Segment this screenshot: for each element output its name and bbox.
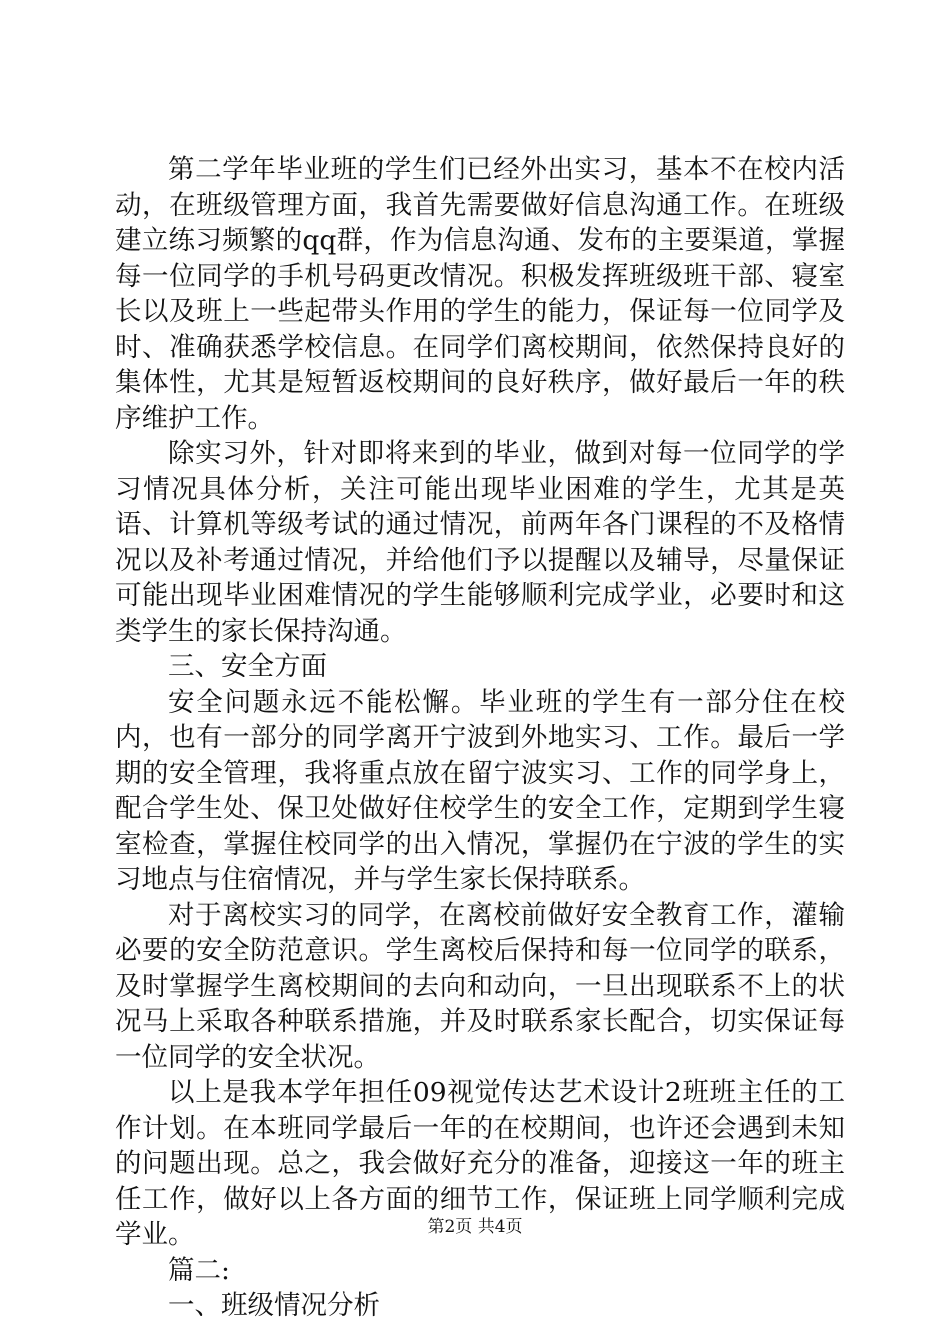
paragraph-summary: 以上是我本学年担任09视觉传达艺术设计2班班主任的工作计划。在本班同学最后一年的在校期间，也许还会遇到未知的问题出现。总之，我会做好充分的准备，迎接这一年的班主任工作，做好以上各方面的细节工作，保证班上同学顺利完成学业。 [115,1077,845,1250]
paragraph-communication: 第二学年毕业班的学生们已经外出实习，基本不在校内活动，在班级管理方面，我首先需要做好信息沟通工作。在班级建立练习频繁的qq群，作为信息沟通、发布的主要渠道，掌握每一位同学的手机号码更改情况。积极发挥班级班干部、寝室长以及班上一些起带头作用的学生的能力，保证每一位同学及时、准确获悉学校信息。在同学们离校期间，依然保持良好的集体性，尤其是短暂返校期间的良好秩序，做好最后一年的秩序维护工作。 [115,154,845,434]
document-body [115,152,845,1324]
page-footer [0,1215,950,1239]
paragraph-graduation: 除实习外，针对即将来到的毕业，做到对每一位同学的学习情况具体分析，关注可能出现毕业困难的学生，尤其是英语、计算机等级考试的通过情况，前两年各门课程的不及格情况以及补考通过情况，并给他们予以提醒以及辅导，尽量保证可能出现毕业困难情况的学生能够顺利完成学业，必要时和这类学生的家长保持沟通。 [115,438,845,647]
paragraph-offcampus: 对于离校实习的同学，在离校前做好安全教育工作，灌输必要的安全防范意识。学生离校后保持和每一位同学的联系，及时掌握学生离校期间的去向和动向，一旦出现联系不上的状况马上采取各种联系措施，并及时联系家长配合，切实保证每一位同学的安全状况。 [115,899,845,1073]
section-heading-part-two: 篇二: [168,1254,230,1286]
section-heading-safety: 三、安全方面 [168,651,327,682]
paragraph-safety: 安全问题永远不能松懈。毕业班的学生有一部分住在校内，也有一部分的同学离开宁波到外地实习、工作。最后一学期的安全管理，我将重点放在留宁波实习、工作的同学身上，配合学生处、保卫处做好住校学生的安全工作，定期到学生寝室检查，掌握住校同学的出入情况，掌握仍在宁波的学生的实习地点与住宿情况，并与学生家长保持联系。 [115,686,845,895]
section-heading-class-analysis: 一、班级情况分析 [168,1290,380,1321]
page-number: 第2页 共4页 [427,1217,523,1237]
